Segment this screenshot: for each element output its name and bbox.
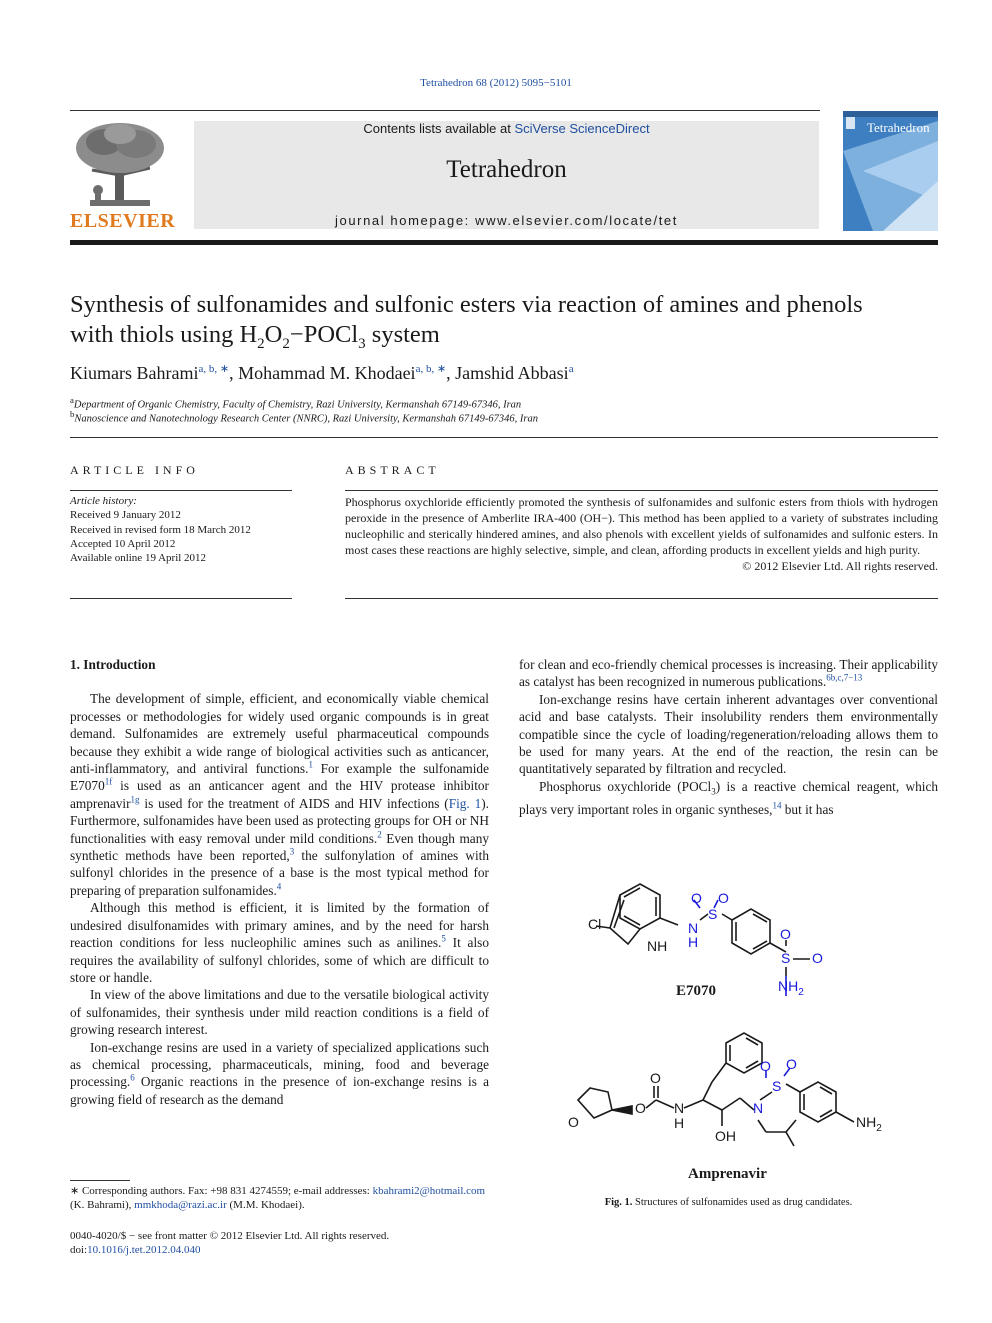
abstract-rule xyxy=(345,490,938,491)
atom-label: O xyxy=(780,926,791,942)
reference-link[interactable]: 4 xyxy=(276,881,282,892)
corresponding-author-note: ∗ Corresponding authors. Fax: +98 831 4274559; e-mail addresses: kbahrami2@hotmail.com (K. Bahrami), mmkhoda@razi.ac.ir (M.M. Khodaei). xyxy=(70,1185,486,1211)
header-thick-rule xyxy=(70,240,938,245)
publisher-name: ELSEVIER xyxy=(70,210,176,232)
atom-label: S xyxy=(781,950,791,966)
atom-label: O xyxy=(760,1058,771,1074)
author-affil-marker[interactable]: a, b, ∗ xyxy=(415,363,447,375)
journal-cover-image xyxy=(843,111,938,231)
atom-label: O xyxy=(812,950,823,966)
atom-label: H xyxy=(674,1115,685,1131)
right-paragraph-2: Ion-exchange resins have certain inherent advantages over conventional acid and base catalysts. Their insolubility renders them environmentally compatible since the cycle of loading/regeneration/reloading allows them to be used for many years. At the end of the reaction, the resin can be quantitatively separated by filtration and recycled. xyxy=(519,691,938,777)
abstract-copyright: © 2012 Elsevier Ltd. All rights reserved. xyxy=(742,559,938,573)
issn-line: 0040-4020/$ − see front matter © 2012 Elsevier Ltd. All rights reserved. xyxy=(70,1230,390,1242)
article-title: Synthesis of sulfonamides and sulfonic esters via reaction of amines and phenols with thiols using $H_2O_2-POCl_3$ system xyxy=(70,291,863,352)
contents-line: Contents lists available at SciVerse ScienceDirect xyxy=(363,121,650,136)
intro-paragraph-3: In view of the above limitations and due to the versatile biological activity of sulfonamides, their synthesis under mild reaction conditions is a field of growing research interest. xyxy=(70,987,489,1038)
section-heading-introduction: 1. Introduction xyxy=(70,657,156,672)
reference-link[interactable]: 6b,c,7−13 xyxy=(826,672,863,683)
footnote-rule xyxy=(70,1180,130,1181)
author-name: Mohammad M. Khodaei xyxy=(238,363,416,383)
reference-link[interactable]: 2 xyxy=(377,829,382,840)
cover-title: Tetrahedron xyxy=(867,120,930,135)
article-info-rule xyxy=(70,490,292,491)
author-list: Kiumars Bahrami$^{a, b, ∗}$, Mohammad M. Khodaei$^{a, b, ∗}$, Jamshid Abbasi$^a$ xyxy=(70,363,574,383)
author-name: Kiumars Bahrami xyxy=(70,363,199,383)
abstract-bottom-rule xyxy=(345,598,938,599)
figure-link[interactable]: Fig. 1 xyxy=(448,795,482,811)
journal-reference[interactable]: Tetrahedron 68 (2012) 5095−5101 xyxy=(420,77,572,89)
intro-paragraph-1: The development of simple, efficient, and economically viable chemical processes or methodologies for widely used organic compounds is in great demand. Sulfonamides are extremely useful pharmaceutical compounds because they exhibit a wide range of biological activities such as anticancer, anti-inflammatory, and antiviral functions.$^1$ For example the sulfonamide $E7070^{1f}$ is used as an anticancer agent and the HIV protease inhibitor amprenavir$^{1g}$ is used for the treatment of AIDS and HIV infections (Fig. 1). Furthermore, sulfonamides have been used as protecting groups for OH or NH functionalities with easy removal under mild conditions.$^2$ Even though many synthetic methods have been reported,$^3$ the sulfonylation of amines with sulfonyl chlorides in the presence of a base is the most typical method for preparing of preparation sulfonamides.$^4$ xyxy=(70,691,490,898)
article-info-bottom-rule xyxy=(70,598,292,599)
atom-label: O xyxy=(786,1056,797,1072)
atom-label: Cl xyxy=(588,916,602,932)
atom-label: $NH_2$ xyxy=(778,978,804,998)
author-affil-marker[interactable]: a xyxy=(568,363,574,375)
abstract-text: Phosphorus oxychloride efficiently promoted the synthesis of sulfonamides and sulfonic esters from thiols with hydrogen peroxide in the presence of Amberlite IRA-400 (OH−). This method has been applied to a variety of substrates including nucleophilic and sterically hindered amines, and also phenols with excellent yields of sulfonamides and sulfonic esters. In most cases these reactions are highly selective, simple, and clean, affording products in excellent yields and high purity. © 2012 Elsevier Ltd. All rights reserved. xyxy=(345,495,938,573)
doi-line: doi:10.1016/j.tet.2012.04.040 xyxy=(70,1244,201,1256)
right-paragraph-3: Phosphorus oxychloride (POCl$_3$) is a reactive chemical reagent, which plays very important roles in organic syntheses,$^{14}$ but it has xyxy=(519,778,938,817)
reference-link[interactable]: 1 xyxy=(308,759,313,770)
left-column xyxy=(70,656,489,1108)
affiliation-rule xyxy=(70,437,938,438)
reference-link[interactable]: 3 xyxy=(289,846,295,857)
journal-title: Tetrahedron xyxy=(446,156,567,183)
atom-label: O xyxy=(691,890,702,906)
molecule-name-e7070: E7070 xyxy=(676,983,717,999)
atom-label: S xyxy=(772,1078,782,1094)
reference-link[interactable]: 1g xyxy=(130,794,140,805)
article-info-heading: ARTICLE INFO xyxy=(70,463,199,477)
elsevier-tree-logo xyxy=(70,120,170,210)
figure-1 xyxy=(560,870,900,1190)
email-link[interactable]: kbahrami2@hotmail.com xyxy=(372,1185,486,1197)
article-history: Article history: Received 9 January 2012 Received in revised form 18 March 2012 Accepted 10 April 2012 Available online 19 April 2012 xyxy=(70,495,251,565)
right-column xyxy=(519,656,938,818)
reference-link[interactable]: 5 xyxy=(441,933,446,944)
atom-label: O xyxy=(568,1114,579,1130)
header-top-rule xyxy=(70,110,820,111)
figure-1-caption: Fig. 1. Structures of sulfonamides used as drug candidates. xyxy=(604,1197,853,1208)
atom-label: O xyxy=(635,1100,646,1116)
doi-link[interactable]: 10.1016/j.tet.2012.04.040 xyxy=(87,1244,201,1256)
atom-label: H xyxy=(688,934,699,950)
author-affil-marker[interactable]: a, b, ∗ xyxy=(198,363,230,375)
abstract-heading: ABSTRACT xyxy=(345,463,440,477)
atom-label: N xyxy=(688,920,699,936)
atom-label: N xyxy=(674,1100,685,1116)
journal-homepage[interactable]: journal homepage: www.elsevier.com/locate/tet xyxy=(335,213,678,228)
atom-label: S xyxy=(708,906,718,922)
atom-label: N xyxy=(753,1100,764,1116)
reference-link[interactable]: 14 xyxy=(772,800,782,811)
atom-label: O xyxy=(650,1070,661,1086)
intro-paragraph-2: Although this method is efficient, it is limited by the formation of undesired disulfonamides with primary amines, and by the need for harsh reaction conditions for less nucleophilic amines such as anilines.$^5$ It also requires the availability of sulfonyl chlorides, some of which are difficult to store or handle. xyxy=(70,900,489,985)
email-link[interactable]: mmkhoda@razi.ac.ir xyxy=(134,1199,227,1211)
molecule-name-amprenavir: Amprenavir xyxy=(688,1166,767,1182)
affiliation-a: $^a$Department of Organic Chemistry, Faculty of Chemistry, Razi University, Kermanshah 67149-67346, Iran xyxy=(70,395,522,411)
sciencedirect-link[interactable]: SciVerse ScienceDirect xyxy=(514,121,650,136)
author-name: Jamshid Abbasi xyxy=(455,363,569,383)
intro-paragraph-4: Ion-exchange resins are used in a variety of specialized applications such as chemical processing, pharmaceuticals, mining, food and beverage processing.$^6$ Organic reactions in the presence of ion-exchange resins is a growing field of research as the demand xyxy=(70,1039,489,1107)
reference-link[interactable]: 6 xyxy=(130,1072,135,1083)
reference-link[interactable]: 1f xyxy=(104,777,113,788)
atom-label: $NH_2$ xyxy=(856,1114,882,1134)
atom-label: NH xyxy=(647,938,668,954)
affiliation-b: $^b$Nanoscience and Nanotechnology Research Center (NNRC), Razi University, Kermanshah 67149-67346, Iran xyxy=(70,409,538,425)
atom-label: O xyxy=(718,890,729,906)
atom-label: OH xyxy=(715,1128,736,1144)
right-paragraph-1: for clean and eco-friendly chemical processes is increasing. Their applicability as catalyst has been recognized in numerous publications.$^{6b,c,7-13}$ xyxy=(519,657,938,690)
